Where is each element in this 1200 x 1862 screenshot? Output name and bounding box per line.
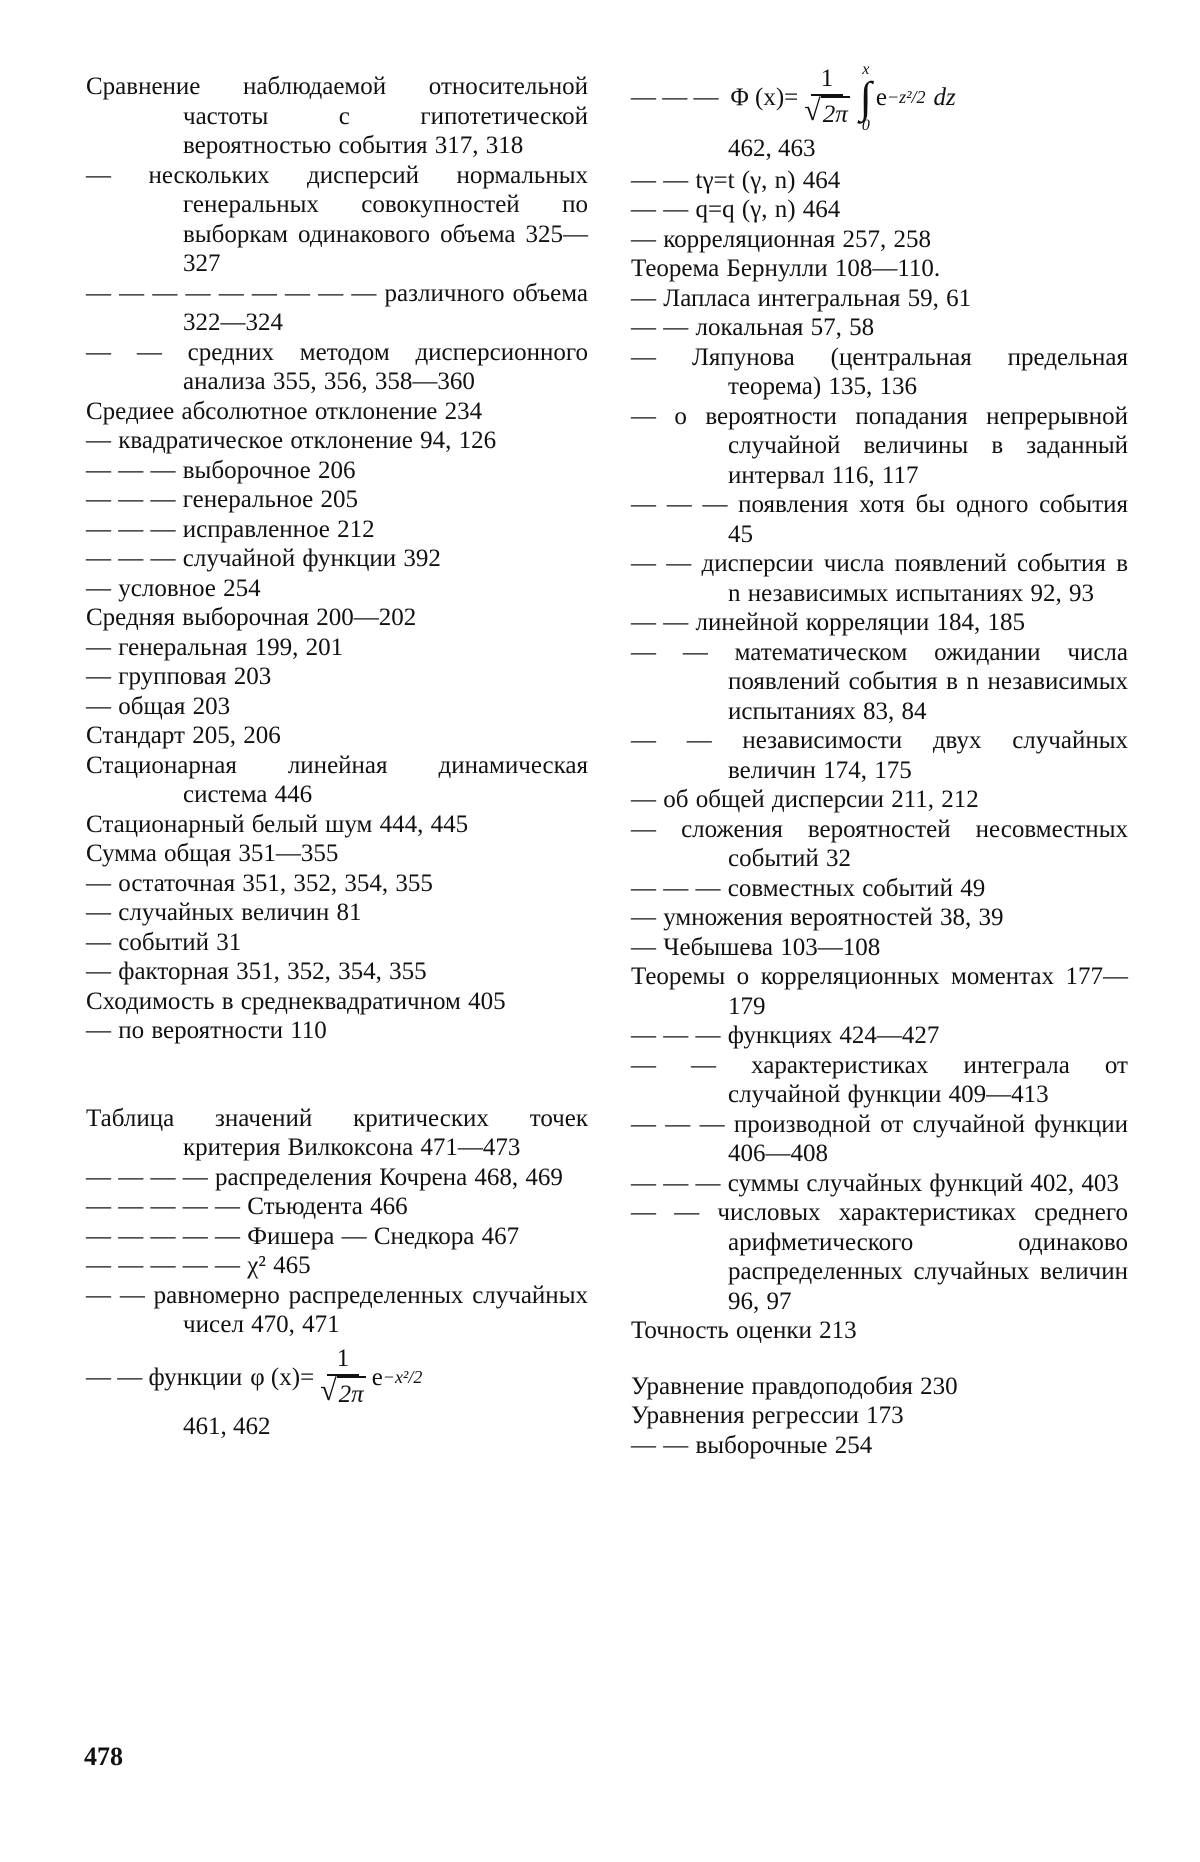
index-entry: — — — исправленное 212 bbox=[86, 515, 375, 543]
index-entry: — о вероятности попадания непрерывной случайной величины в заданный интервал 116, 117 bbox=[631, 402, 1128, 489]
phi-density-formula-entry bbox=[86, 1344, 588, 1442]
index-entry: — — tγ=t (γ, n) 464 bbox=[631, 166, 841, 194]
exp-exponent: −z²/2 bbox=[886, 87, 926, 108]
index-entry: — генеральная 199, 201 bbox=[86, 633, 344, 661]
formula-lhs: φ (x)= bbox=[250, 1363, 315, 1391]
index-entry: Сходимость в среднеквадратичном 405 bbox=[86, 987, 506, 1015]
index-entry: — — — — — χ² 465 bbox=[86, 1252, 311, 1279]
index-entry: Стационарный белый шум 444, 445 bbox=[86, 810, 469, 838]
sqrt-radicand: 2π bbox=[337, 1376, 366, 1412]
index-entry: — факторная 351, 352, 354, 355 bbox=[86, 958, 427, 985]
right-column bbox=[631, 58, 1128, 1460]
index-entry: — остаточная 351, 352, 354, 355 bbox=[86, 869, 433, 897]
exp-exponent: −x²/2 bbox=[382, 1366, 423, 1387]
index-entry: — сложения вероятностей несовместных событий 32 bbox=[631, 815, 1128, 872]
index-entry: — — — совместных событий 49 bbox=[631, 874, 986, 902]
formula-line bbox=[86, 1344, 588, 1412]
index-entry: Точность оценки 213 bbox=[631, 1317, 857, 1344]
formula-pages: 462, 463 bbox=[728, 135, 816, 162]
formula-prefix: — — — bbox=[631, 84, 719, 112]
index-entry: Теоремы о корреляционных моментах 177—179 bbox=[631, 963, 1128, 1020]
sqrt-radicand: 2π bbox=[821, 96, 850, 132]
index-entry: — — — суммы случайных функций 402, 403 bbox=[631, 1169, 1119, 1197]
index-entry: — — выборочные 254 bbox=[631, 1431, 873, 1459]
index-entry: — — независимости двух случайных величин 174, 175 bbox=[631, 727, 1128, 784]
exp-base: e bbox=[875, 84, 887, 112]
index-entry: — — — генеральное 205 bbox=[86, 486, 358, 513]
index-entry: Уравнение правдоподобия 230 bbox=[631, 1372, 958, 1400]
section-gap bbox=[86, 1046, 588, 1104]
page-number: 478 bbox=[84, 1742, 123, 1771]
index-entry: Сумма общая 351—355 bbox=[86, 840, 339, 867]
index-entry: Сравнение наблюдаемой относительной частоты с гипотетической вероятностью события 317, 318 bbox=[86, 73, 588, 159]
integral-lower-limit: 0 bbox=[861, 117, 870, 134]
left-column bbox=[86, 72, 588, 1443]
index-entry: — — — функциях 424—427 bbox=[631, 1022, 940, 1049]
index-entry: — Чебышева 103—108 bbox=[631, 933, 881, 961]
formula-pages: 461, 462 bbox=[183, 1412, 271, 1440]
index-entry: Уравнения регрессии 173 bbox=[631, 1402, 904, 1429]
index-entry: — — линейной корреляции 184, 185 bbox=[631, 609, 1026, 636]
index-entry: Таблица значений критических точек критерия Вилкоксона 471—473 bbox=[86, 1104, 588, 1161]
index-entry: — нескольких дисперсий нормальных генеральных совокупностей по выборкам одинакового объема 325—327 bbox=[86, 161, 588, 277]
formula-fraction bbox=[320, 1344, 366, 1412]
sqrt-sign-icon: √ bbox=[320, 1373, 337, 1407]
index-entry: — случайных величин 81 bbox=[86, 899, 362, 926]
index-entry: — квадратическое отклонение 94, 126 bbox=[86, 427, 497, 454]
index-entry: — — математическом ожидании числа появлений события в n независимых испытаниях 83, 84 bbox=[631, 638, 1128, 725]
integral-upper-limit: x bbox=[862, 61, 870, 78]
index-entry: — Ляпунова (центральная предельная теорема) 135, 136 bbox=[631, 343, 1128, 400]
index-entry: Стационарная линейная динамическая система 446 bbox=[86, 751, 588, 808]
sqrt-denominator bbox=[320, 1373, 366, 1412]
exp-base: e bbox=[371, 1363, 383, 1391]
sqrt-denominator bbox=[804, 96, 850, 132]
index-entry: — — — — — Фишера — Снедкора 467 bbox=[86, 1222, 520, 1250]
index-entry: — умножения вероятностей 38, 39 bbox=[631, 904, 1004, 931]
fraction-numerator: 1 bbox=[811, 64, 844, 96]
index-entry: Средняя выборочная 200—202 bbox=[86, 604, 417, 631]
integral-sign-icon: x ∫ 0 bbox=[859, 61, 872, 134]
section-gap bbox=[631, 1346, 1128, 1372]
index-entry: — — числовых характеристиках среднего арифметического одинаково распределенных случайных величин 96, 97 bbox=[631, 1199, 1128, 1315]
formula-prefix: — — функции bbox=[86, 1363, 243, 1391]
index-entry: — Лапласа интегральная 59, 61 bbox=[631, 284, 972, 312]
index-entry: — — дисперсии числа появлений события в n независимых испытаниях 92, 93 bbox=[631, 550, 1128, 607]
index-entry: Теорема Бернулли 108—110. bbox=[631, 255, 941, 282]
index-entry: — — — — — — — — — различного объема 322—324 bbox=[86, 279, 588, 336]
index-entry: Стандарт 205, 206 bbox=[86, 722, 281, 749]
index-entry: — — локальная 57, 58 bbox=[631, 314, 875, 341]
index-entry: — — — — распределения Кочрена 468, 469 bbox=[86, 1163, 563, 1191]
index-entry: — общая 203 bbox=[86, 692, 231, 720]
formula-differential: dz bbox=[933, 84, 956, 112]
index-entry: — — — — — Стьюдента 466 bbox=[86, 1193, 408, 1220]
index-entry: — — — случайной функции 392 bbox=[86, 545, 441, 572]
sqrt-sign-icon: √ bbox=[804, 94, 821, 127]
index-entry: — — равномерно распределенных случайных чисел 470, 471 bbox=[86, 1281, 588, 1338]
index-entry: Средиее абсолютное отклонение 234 bbox=[86, 397, 483, 425]
index-entry: — — характеристиках интеграла от случайной функции 409—413 bbox=[631, 1051, 1128, 1108]
index-entry: — об общей дисперсии 211, 212 bbox=[631, 786, 979, 813]
index-entry: — — q=q (γ, n) 464 bbox=[631, 196, 841, 223]
fraction-numerator: 1 bbox=[327, 1344, 360, 1376]
index-entry: — по вероятности 110 bbox=[86, 1017, 327, 1044]
index-entry: — групповая 203 bbox=[86, 663, 272, 690]
formula-line bbox=[631, 62, 1128, 134]
index-entry: — событий 31 bbox=[86, 928, 242, 956]
index-entry: — — — появления хотя бы одного события 45 bbox=[631, 491, 1128, 548]
index-entry: — — — производной от случайной функции 406—408 bbox=[631, 1110, 1128, 1167]
laplace-integral-formula-entry bbox=[631, 62, 1128, 164]
formula-fraction bbox=[804, 64, 850, 132]
index-entry: — корреляционная 257, 258 bbox=[631, 225, 932, 253]
formula-lhs: Φ (x)= bbox=[730, 84, 799, 112]
index-entry: — — — выборочное 206 bbox=[86, 456, 356, 484]
index-entry: — — средних методом дисперсионного анализа 355, 356, 358—360 bbox=[86, 338, 588, 395]
index-entry: — условное 254 bbox=[86, 574, 261, 602]
